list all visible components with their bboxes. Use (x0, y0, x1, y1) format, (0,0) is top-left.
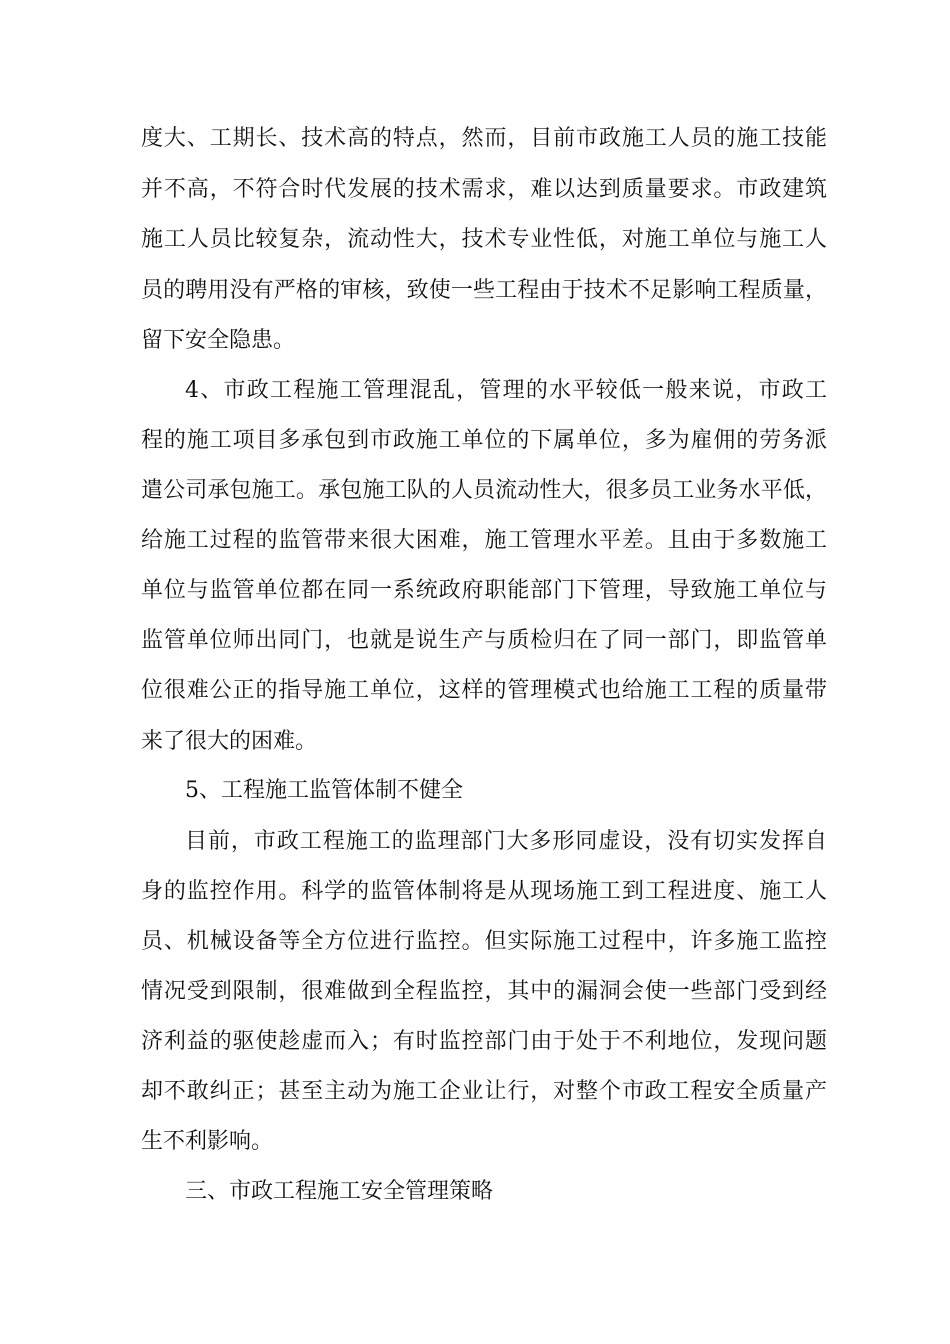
text-line: 员的聘用没有严格的审核，致使一些工程由于技术不足影响工程质量， (141, 278, 827, 303)
text-line: 目前，市政工程施工的监理部门大多形同虚设，没有切实发挥自 (185, 829, 827, 854)
text-line: 给施工过程的监管带来很大困难，施工管理水平差。且由于多数施工 (141, 528, 827, 553)
text-line: 遣公司承包施工。承包施工队的人员流动性大，很多员工业务水平低， (141, 478, 827, 503)
text-line: 并不高，不符合时代发展的技术需求，难以达到质量要求。市政建筑 (141, 177, 827, 202)
text-line: 留下安全隐患。 (141, 328, 296, 353)
text-line: 身的监控作用。科学的监管体制将是从现场施工到工程进度、施工人 (141, 879, 827, 904)
text-line: 程的施工项目多承包到市政施工单位的下属单位，多为雇佣的劳务派 (141, 428, 827, 453)
text-line: 济利益的驱使趁虚而入；有时监控部门由于处于不利地位，发现问题 (141, 1029, 827, 1054)
text-line: 位很难公正的指导施工单位，这样的管理模式也给施工工程的质量带 (141, 678, 827, 703)
paragraph-heading: 4、市政工程施工管理混乱，管理的水平较低一般来说，市政工 (185, 378, 827, 403)
text-line: 度大、工期长、技术高的特点，然而，目前市政施工人员的施工技能 (141, 126, 827, 151)
text-line: 员、机械设备等全方位进行监控。但实际施工过程中，许多施工监控 (141, 929, 827, 954)
text-line: 生不利影响。 (141, 1129, 274, 1154)
text-line: 施工人员比较复杂，流动性大，技术专业性低，对施工单位与施工人 (141, 227, 827, 252)
text-line: 监管单位师出同门，也就是说生产与质检归在了同一部门，即监管单 (141, 628, 827, 653)
section-heading: 5、工程施工监管体制不健全 (185, 778, 463, 803)
text-line: 单位与监管单位都在同一系统政府职能部门下管理，导致施工单位与 (141, 578, 827, 603)
text-line: 来了很大的困难。 (141, 729, 318, 754)
chapter-heading: 三、市政工程施工安全管理策略 (185, 1179, 494, 1204)
text-line: 情况受到限制，很难做到全程监控，其中的漏洞会使一些部门受到经 (141, 979, 827, 1004)
text-line: 却不敢纠正；甚至主动为施工企业让行，对整个市政工程安全质量产 (141, 1079, 827, 1104)
